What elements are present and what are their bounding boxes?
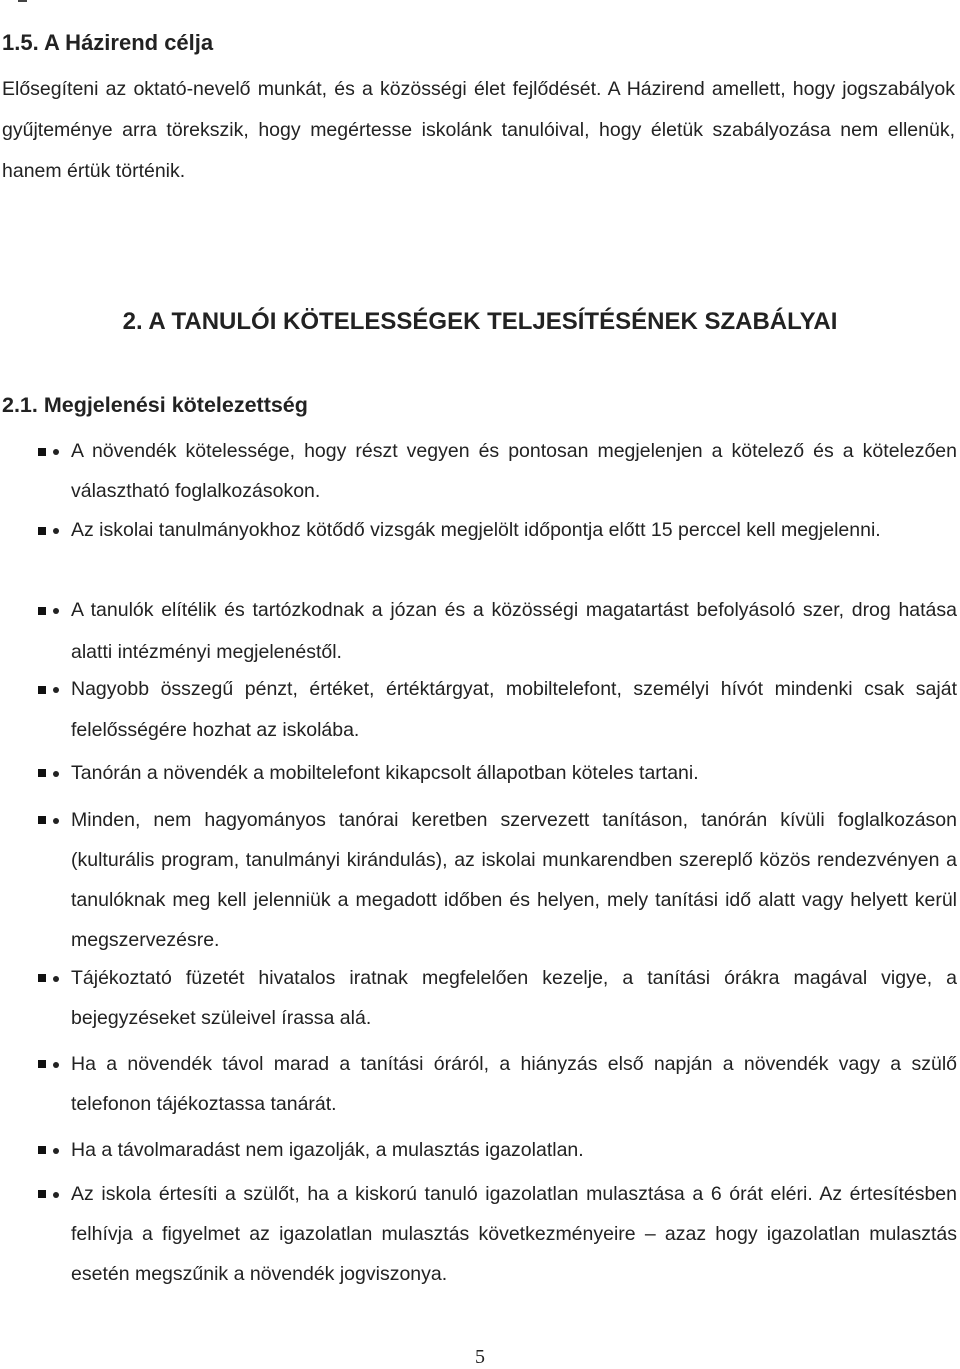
square-bullet-icon: [38, 1190, 46, 1198]
list-item-text: A tanulók elítélik és tartózkodnak a józan és a közösségi magatartást befolyásoló szer, drog hatása alatti intézményi megjelenéstől.: [71, 599, 957, 663]
list-item: [71, 589, 957, 673]
square-bullet-icon: [38, 607, 46, 615]
page-number: 5: [475, 1346, 485, 1368]
square-bullet-icon: [38, 769, 46, 777]
square-bullet-icon: [38, 527, 46, 535]
list-item-text: Tájékoztató füzetét hivatalos iratnak megfelelően kezelje, a tanítási órákra magával vigye, a bejegyzéseket szüleivel írassa alá.: [71, 967, 957, 1029]
list-item: [71, 509, 957, 551]
subsection-title: 2.1. Megjelenési kötelezettség: [2, 393, 308, 417]
list-item: [71, 958, 957, 1038]
list-item-text: Ha a növendék távol marad a tanítási óráról, a hiányzás első napján a növendék vagy a szülő telefonon tájékoztassa tanárát.: [71, 1053, 957, 1115]
list-item: [71, 669, 957, 751]
list-item: [71, 1044, 957, 1124]
square-bullet-icon: [38, 686, 46, 694]
section-paragraph: Elősegíteni az oktató-nevelő munkát, és a közösségi élet fejlődését. A Házirend amellett, hogy jogszabályok gyűjteménye arra törekszik, hogy megértesse iskolánk tanulóival, hogy életük szabályozása nem ellenük, hanem értük történik.: [2, 78, 955, 182]
square-bullet-icon: [38, 448, 46, 456]
list-item: [71, 431, 957, 511]
square-bullet-icon: [38, 816, 46, 824]
square-bullet-icon: [38, 1060, 46, 1068]
list-item-text: Nagyobb összegű pénzt, értéket, értéktárgyat, mobiltelefont, személyi hívót mindenki csak saját felelősségére hozhat az iskolába.: [71, 678, 957, 741]
list-item: [71, 800, 957, 960]
list-item-text: Az iskola értesíti a szülőt, ha a kiskorú tanuló igazolatlan mulasztása a 6 órát eléri. Az értesítésben felhívja a figyelmet az igazolatlan mulasztás következményeire – azaz hogy igazolatlan mulasztás esetén megszűnik a növendék jogviszonya.: [71, 1183, 957, 1285]
list-item-text: Az iskolai tanulmányokhoz kötődő vizsgák megjelölt időpontja előtt 15 perccel kell megjelenni.: [71, 519, 881, 541]
section-title: 1.5. A Házirend célja: [2, 30, 214, 55]
list-item: [71, 1174, 957, 1294]
list-item: [71, 1130, 957, 1170]
list-item-text: Minden, nem hagyományos tanórai keretben szervezett tanításon, tanórán kívüli foglalkozáson (kulturális program, tanulmányi kirándulás), az iskolai munkarendben szereplő közös rendezvényen a tanulóknak meg kell jelenniük a megadott időben és helyen, mely tanítási idő alatt vagy helyett kerül megszervezésre.: [71, 809, 957, 951]
list-item-text: A növendék kötelessége, hogy részt vegyen és pontosan megjelenjen a kötelező és a kötelezően választható foglalkozásokon.: [71, 440, 957, 502]
square-bullet-icon: [38, 1146, 46, 1154]
square-bullet-icon: [38, 974, 46, 982]
list-item-text: Tanórán a növendék a mobiltelefont kikapcsolt állapotban köteles tartani.: [71, 762, 699, 784]
list-item-text: Ha a távolmaradást nem igazolják, a mulasztás igazolatlan.: [71, 1139, 584, 1161]
chapter-title: 2. A TANULÓI KÖTELESSÉGEK TELJESÍTÉSÉNEK SZABÁLYAI: [122, 308, 838, 335]
list-item: [71, 753, 957, 793]
